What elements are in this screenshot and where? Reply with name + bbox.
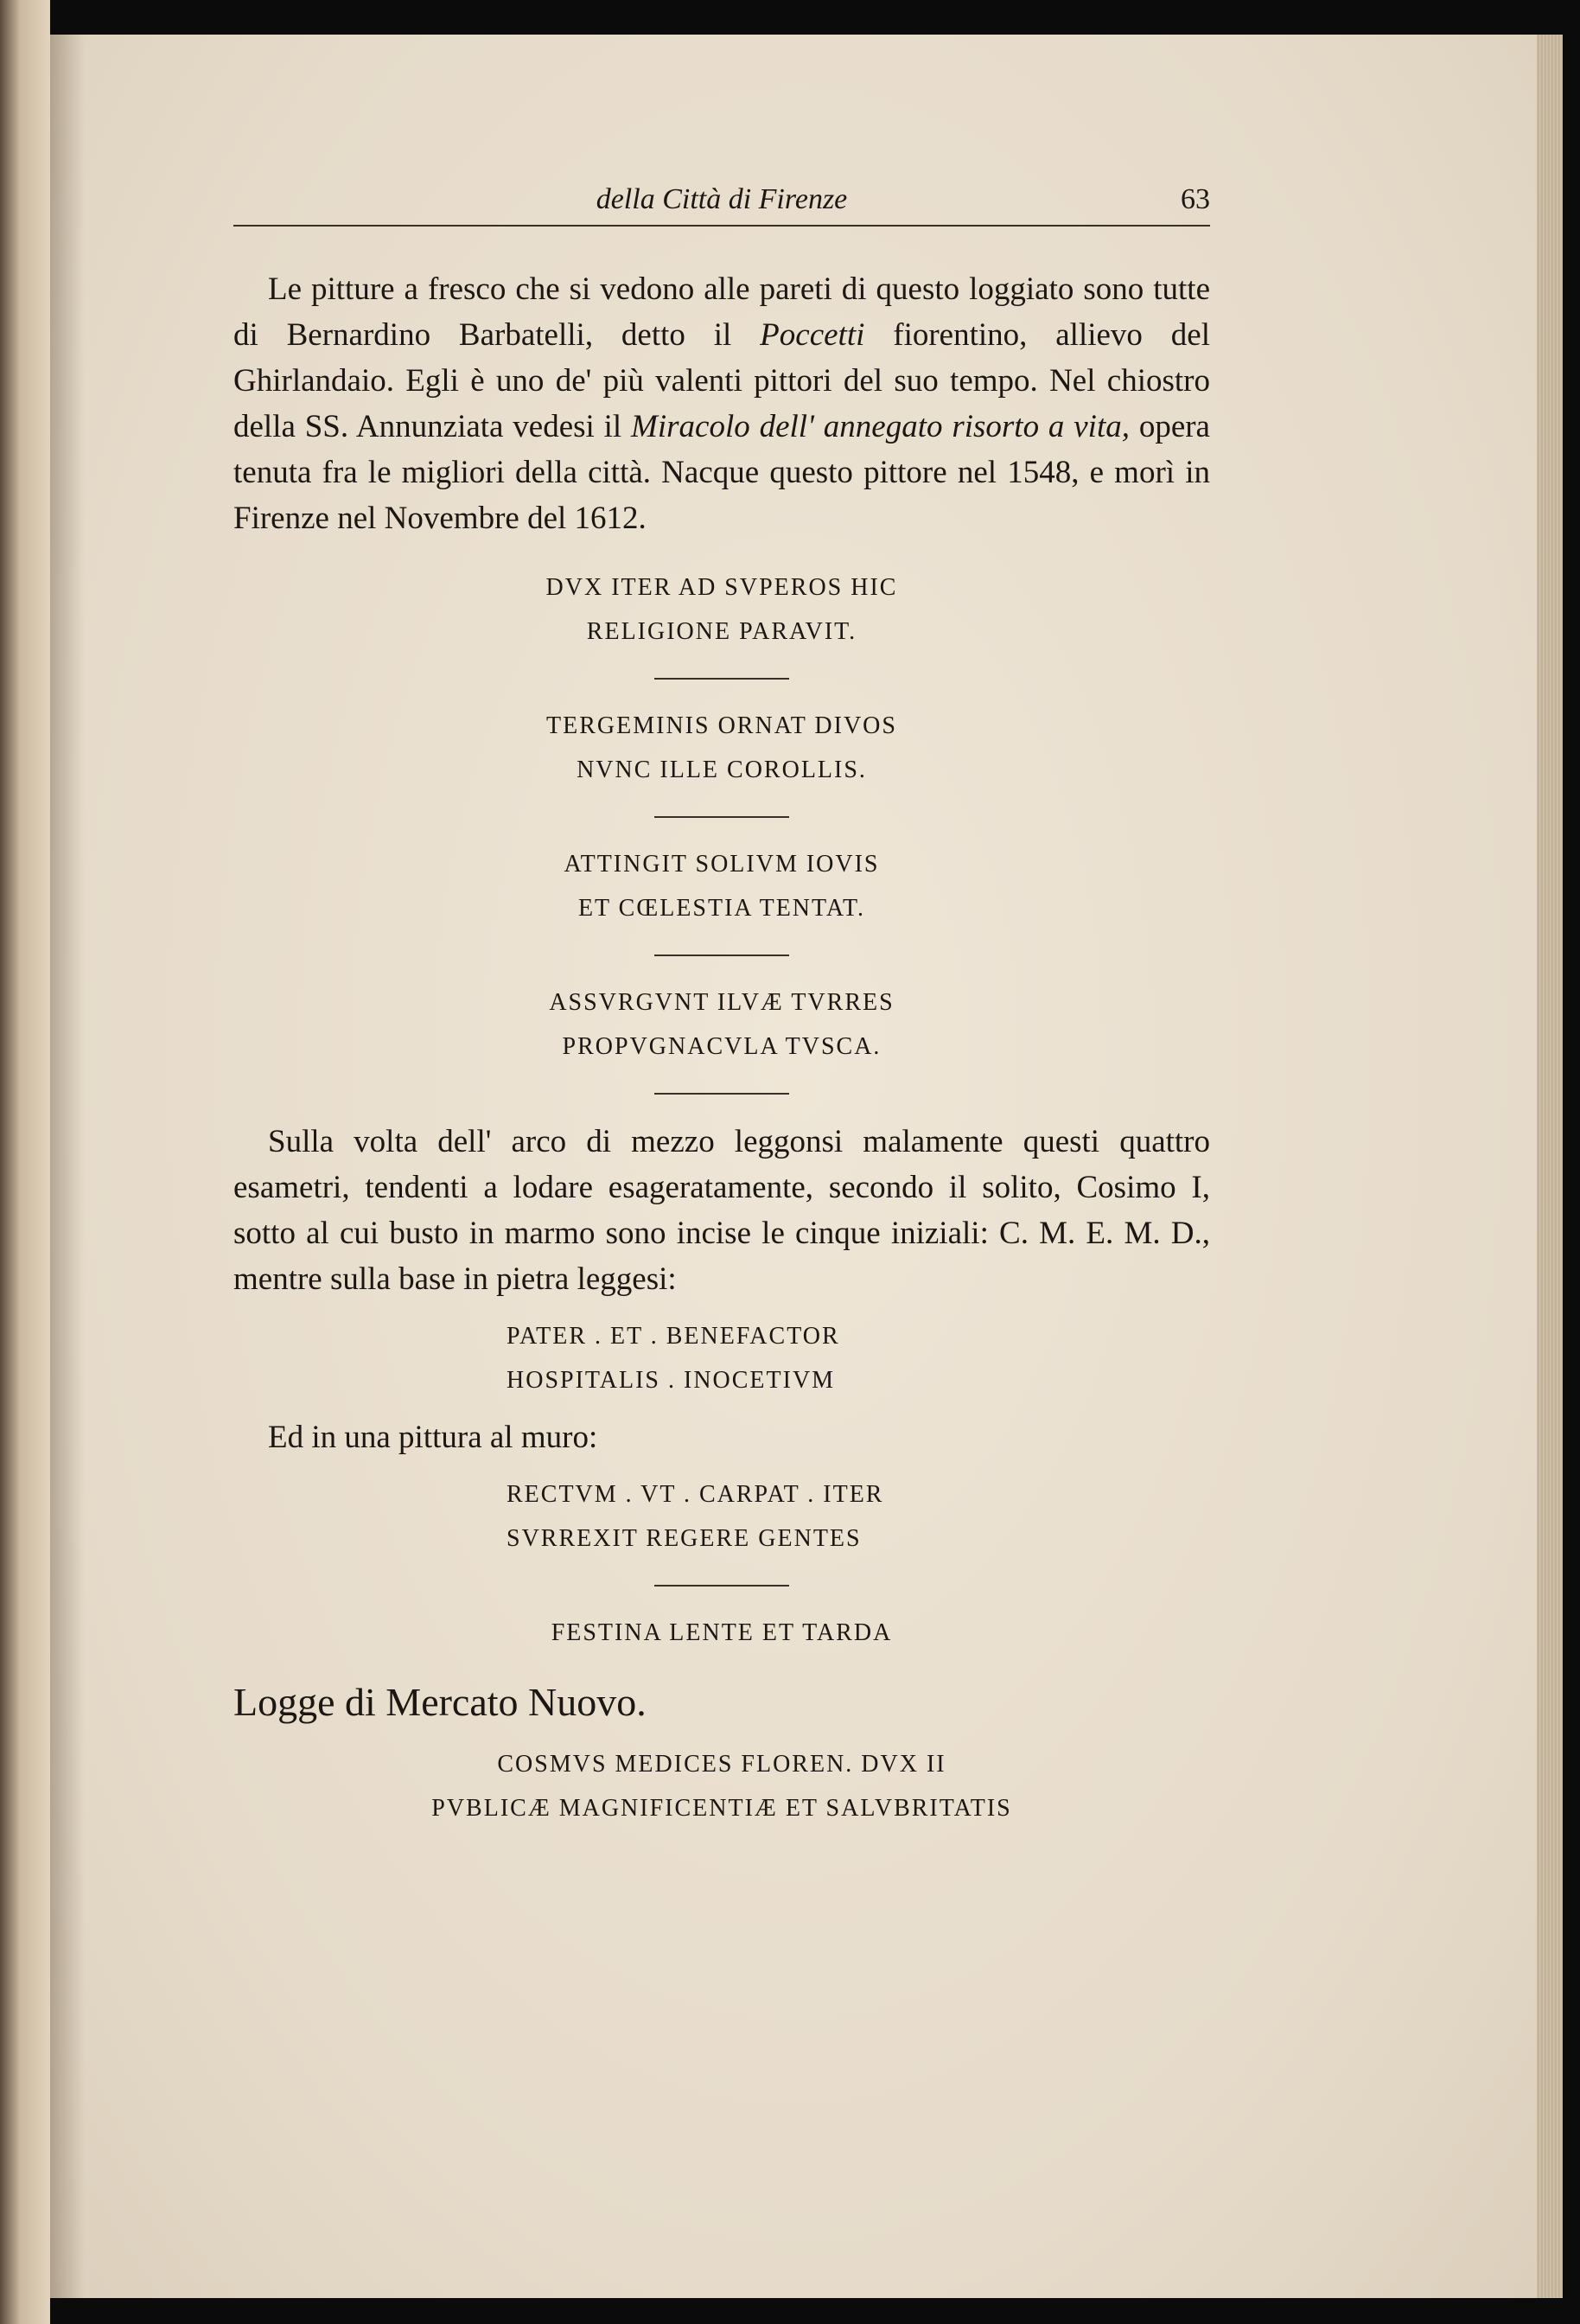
italic-title-miracolo: Miracolo dell' annegato risorto a vita,	[631, 409, 1130, 444]
inscription-line: TERGEMINIS ORNAT DIVOS	[546, 712, 897, 739]
inscription-3	[233, 842, 1210, 930]
inscription-line: SVRREXIT REGERE GENTES	[506, 1525, 862, 1552]
inscription-line: ASSVRGVNT ILVÆ TVRRES	[549, 989, 895, 1016]
inscription-line: PATER . ET . BENEFACTOR	[506, 1323, 840, 1350]
inscription-2	[233, 704, 1210, 792]
inscription-line: RECTVM . VT . CARPAT . ITER	[506, 1481, 884, 1508]
paragraph-text: Le pitture a fresco che si vedono alle pareti di questo loggiato sono tutte di Bernardino Barbatelli, detto il	[233, 271, 1210, 353]
paragraph-text: fiorentino, allievo del Ghirlandaio. Egli è uno de' più valenti pittori del suo tempo. Nel chiostro della SS. Annunziata vedesi il	[233, 317, 1210, 444]
inscription-line: HOSPITALIS . INOCETIVM	[506, 1367, 836, 1394]
inscription-line: ATTINGIT SOLIVM IOVIS	[564, 851, 880, 878]
separator-rule	[654, 816, 789, 818]
inscription-line: RELIGIONE PARAVIT.	[586, 618, 857, 645]
page-number: 63	[1181, 183, 1210, 215]
inscription-line: COSMVS MEDICES FLOREN. DVX II	[497, 1751, 946, 1778]
gutter-shadow	[50, 35, 85, 2298]
separator-rule	[654, 954, 789, 956]
paragraph-text: opera tenuta fra le migliori della città. Nacque questo pittore nel 1548, e morì in Firenze nel Novembre del 1612.	[233, 409, 1210, 536]
motto: FESTINA LENTE ET TARDA	[551, 1619, 893, 1646]
inscription-4	[233, 980, 1210, 1069]
page-content	[233, 173, 1210, 1830]
page-fore-edge	[1537, 35, 1563, 2298]
inscription-line: ET CŒLESTIA TENTAT.	[577, 895, 866, 922]
separator-rule	[654, 1585, 789, 1587]
italic-name-poccetti: Poccetti	[760, 317, 865, 353]
inscription-line: PVBLICÆ MAGNIFICENTIÆ ET SALVBRITATIS	[431, 1795, 1012, 1822]
wall-inscription	[233, 1472, 1210, 1561]
separator-rule	[654, 678, 789, 680]
inscription-line: NVNC ILLE COROLLIS.	[577, 757, 867, 783]
running-head	[233, 173, 1210, 227]
paragraph-pittura: Ed in una pittura al muro:	[268, 1420, 598, 1455]
running-head-title: della Città di Firenze	[596, 183, 848, 215]
inscription-1	[233, 565, 1210, 654]
paragraph-volta: Sulla volta dell' arco di mezzo leggonsi malamente questi quattro esametri, tendenti a lodare esageratamente, secondo il solito, Cosimo I, sotto al cui busto in marmo sono incise le cinque iniziali: C. M. E. M. D., mentre sulla base in pietra leggesi:	[233, 1124, 1210, 1297]
inscription-line: DVX ITER AD SVPEROS HIC	[545, 574, 898, 601]
book-spine	[0, 0, 50, 2324]
separator-rule	[654, 1093, 789, 1095]
base-inscription	[233, 1314, 1210, 1402]
inscription-line: PROPVGNACVLA TVSCA.	[562, 1033, 882, 1060]
final-inscription	[233, 1742, 1210, 1830]
section-heading: Logge di Mercato Nuovo.	[233, 1680, 647, 1724]
paragraph-poccetti	[233, 266, 1210, 541]
